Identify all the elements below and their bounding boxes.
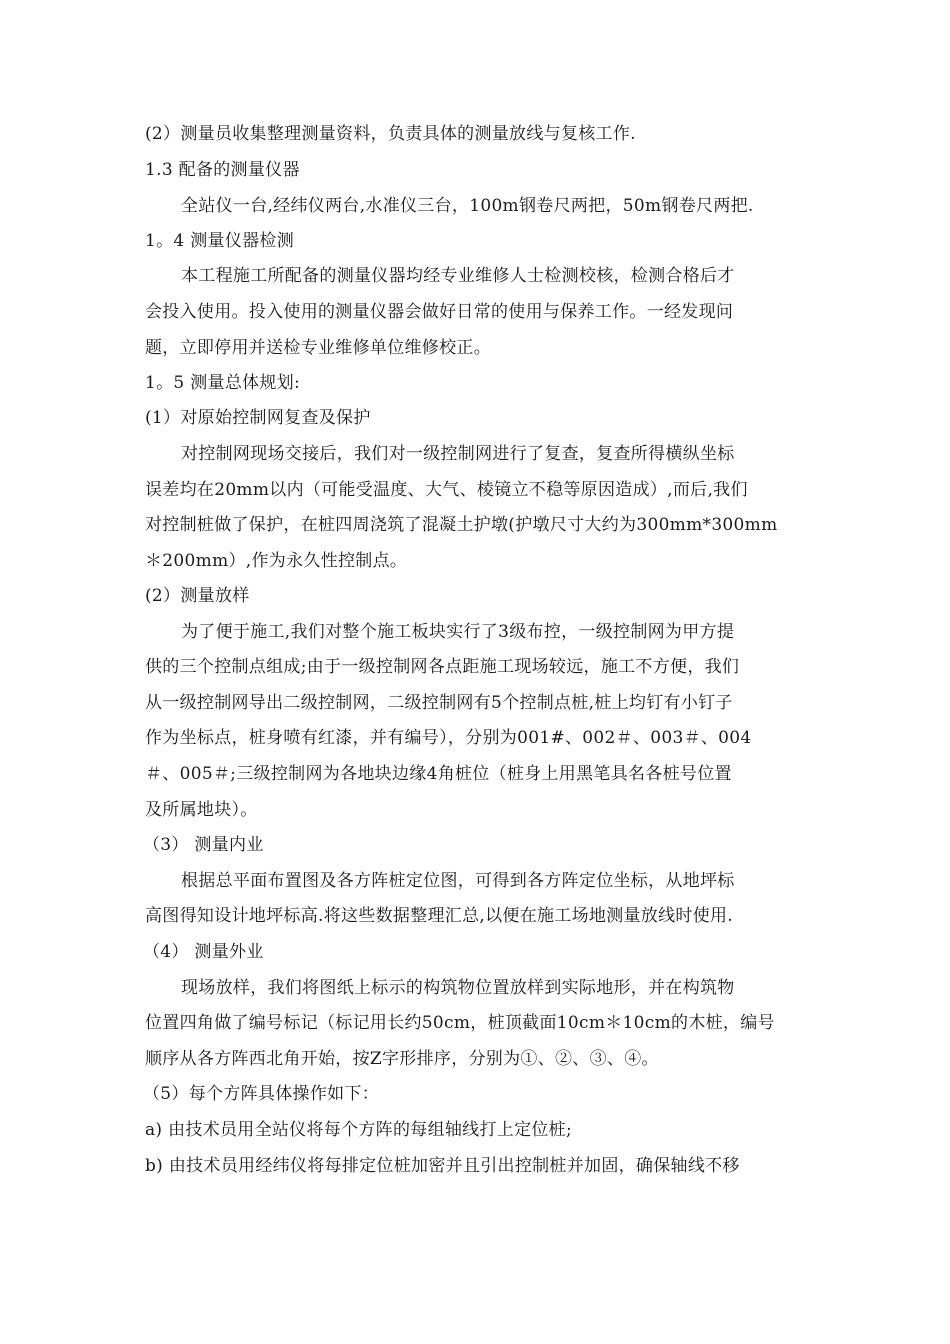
paragraph-line: 位置四角做了编号标记（标记用长约50cm，桩顶截面10cm＊10cm的木桩，编号 [145, 1013, 775, 1033]
paragraph-line: 本工程施工所配备的测量仪器均经专业维修人士检测校核，检测合格后才 [181, 266, 735, 286]
subsection-heading: （4） 测量外业 [143, 942, 264, 962]
paragraph-line: 作为坐标点，桩身喷有红漆，并有编号），分别为001#、002＃、003＃、004 [145, 728, 752, 748]
paragraph-line: 全站仪一台,经纬仪两台,水准仪三台，100m钢卷尺两把，50m钢卷尺两把. [181, 196, 754, 216]
paragraph-line: 现场放样，我们将图纸上标示的构筑物位置放样到实际地形，并在构筑物 [181, 978, 735, 998]
section-heading: 1。5 测量总体规划: [145, 373, 301, 393]
paragraph-line: 为了便于施工,我们对整个施工板块实行了3级布控，一级控制网为甲方提 [181, 622, 735, 642]
paragraph-line: 会投入使用。投入使用的测量仪器会做好日常的使用与保养工作。一经发现问 [145, 302, 734, 322]
paragraph-line: 顺序从各方阵西北角开始，按Z字形排序，分别为①、②、③、④。 [145, 1049, 659, 1069]
paragraph-line: 高图得知设计地坪标高.将这些数据整理汇总,以便在施工场地测量放线时使用. [145, 906, 734, 926]
subsection-heading: (1）对原始控制网复查及保护 [145, 408, 371, 428]
section-heading: 1.3 配备的测量仪器 [145, 160, 300, 180]
subsection-heading: (2）测量放样 [145, 586, 250, 606]
subsection-heading: （3） 测量内业 [143, 835, 264, 855]
paragraph-line: 误差均在20mm以内（可能受温度、大气、棱镜立不稳等原因造成）,而后,我们 [145, 480, 748, 500]
paragraph-line: 题，立即停用并送检专业维修单位维修校正。 [145, 338, 491, 358]
paragraph-line: ＃、005＃;三级控制网为各地块边缘4角桩位（桩身上用黑笔具名各桩号位置 [145, 764, 732, 784]
list-item: a) 由技术员用全站仪将每个方阵的每组轴线打上定位桩; [145, 1120, 572, 1140]
paragraph-line: 对控制网现场交接后，我们对一级控制网进行了复查，复查所得横纵坐标 [181, 444, 735, 464]
paragraph-line: 供的三个控制点组成;由于一级控制网各点距施工现场较远，施工不方便，我们 [145, 657, 740, 677]
paragraph-line: ＊200mm）,作为永久性控制点。 [145, 551, 408, 571]
paragraph-line: 从一级控制网导出二级控制网，二级控制网有5个控制点桩,桩上均钉有小钉子 [145, 693, 733, 713]
paragraph-line: (2）测量员收集整理测量资料，负责具体的测量放线与复核工作. [145, 124, 636, 144]
paragraph-line: 根据总平面布置图及各方阵桩定位图，可得到各方阵定位坐标，从地坪标 [181, 871, 735, 891]
paragraph-line: 对控制桩做了保护，在桩四周浇筑了混凝土护墩(护墩尺寸大约为300mm*300mm [145, 515, 778, 535]
paragraph-line: 及所属地块）。 [145, 800, 258, 820]
section-heading: 1。4 测量仪器检测 [145, 231, 295, 251]
subsection-heading: （5）每个方阵具体操作如下： [143, 1084, 380, 1104]
list-item: b) 由技术员用经纬仪将每排定位桩加密并且引出控制桩并加固，确保轴线不移 [145, 1156, 740, 1176]
